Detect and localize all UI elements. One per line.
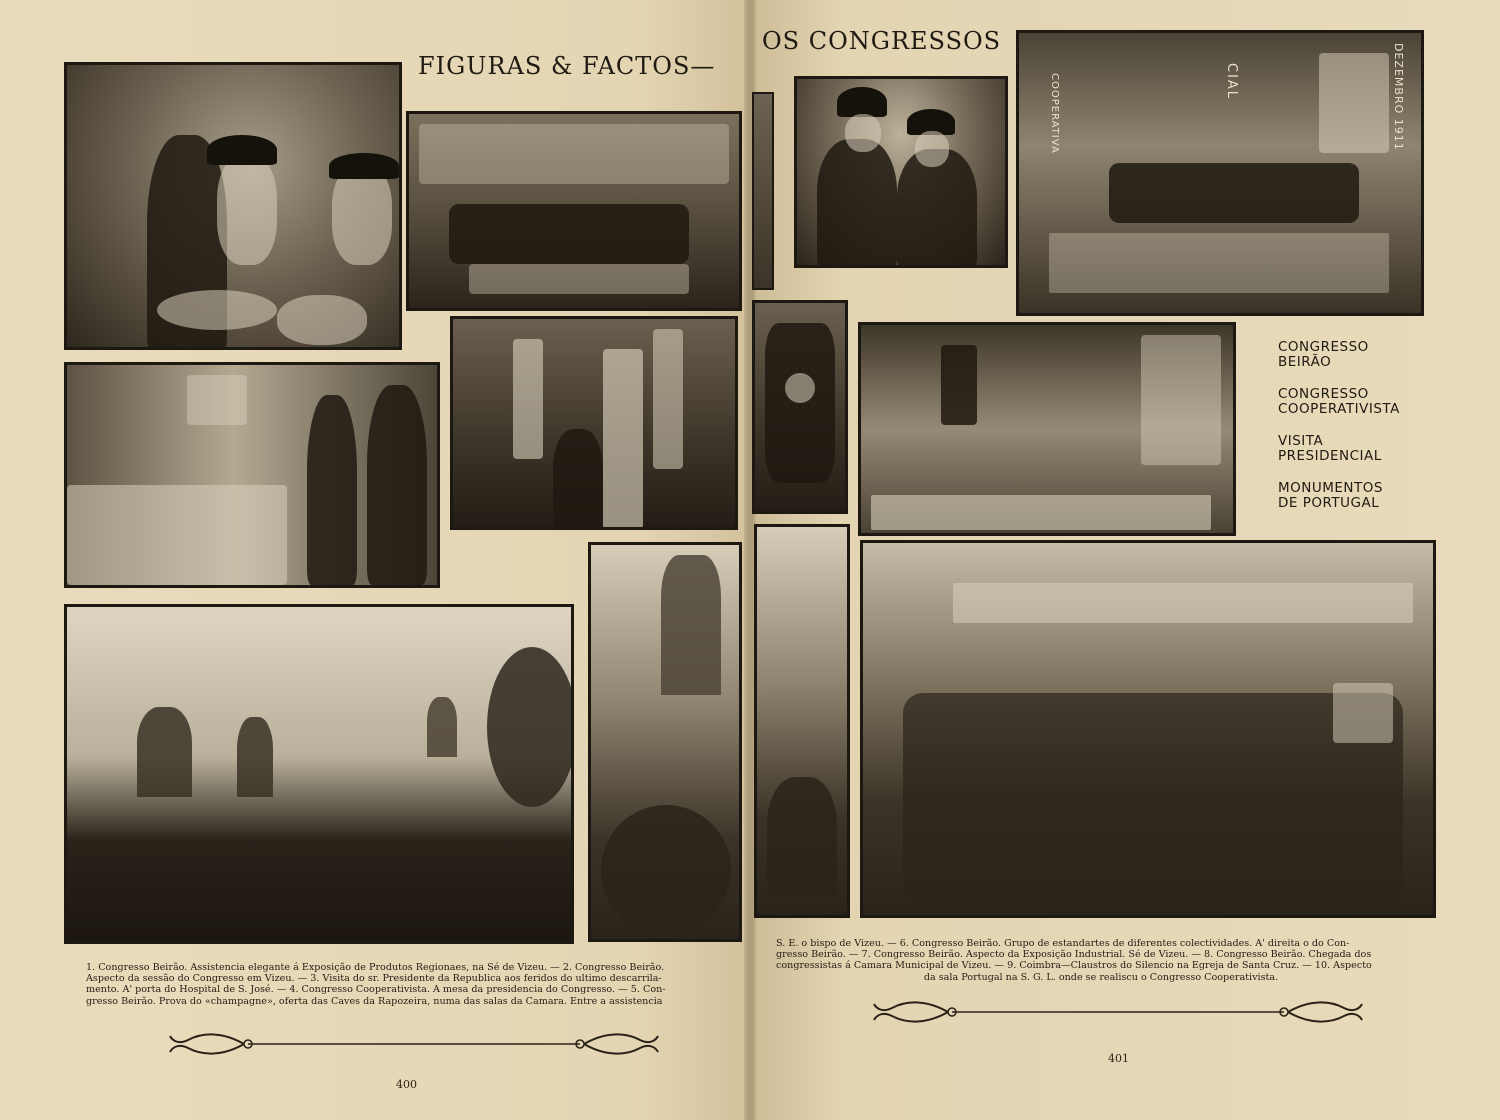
page-number-right: 401 bbox=[1108, 1052, 1129, 1065]
photo-grupo-estandartes bbox=[450, 316, 738, 530]
photo-exposicao-produtos-regionaes bbox=[64, 62, 402, 350]
ornament-right bbox=[872, 996, 1364, 1030]
topic-congresso-beirao: CONGRESSO BEIRÃO bbox=[1278, 339, 1369, 370]
photo-flag-text: COOPERATIVA bbox=[1049, 73, 1060, 154]
photo-chegada-camara-municipal bbox=[64, 604, 574, 944]
topics-list bbox=[1278, 340, 1478, 528]
photo-banner-text: DEZEMBRO 1911 bbox=[1392, 43, 1405, 151]
left-title: FIGURAS & FACTOS— bbox=[418, 52, 716, 80]
caption-left: 1. Congresso Beirão. Assistencia elegante á Exposição de Produtos Regionaes, na Sé de Vizeu. — 2. Congresso Beirão. Aspecto da sessão do Congresso em Vizeu. — 3. Visita do sr. Presidente da Republica aos feridos do ultimo descarrila- mento. A' porta do Hospital de S. José. — 4. Congresso Cooperativista. A mesa da presidencia do Congresso. — 5. Con- gresso Beirão. Prova do «champagne», oferta das Caves da Rapozeira, numa das salas da Camara. Entre a assistencia bbox=[86, 962, 666, 1007]
topic-visita-presidencial: VISITA PRESIDENCIAL bbox=[1278, 433, 1382, 464]
photo-claustros-silencio-left bbox=[588, 542, 742, 942]
photo-prova-champagne bbox=[64, 362, 440, 588]
photo-claustros-silencio-right bbox=[754, 524, 850, 918]
topic-congresso-cooperativista: CONGRESSO COOPERATIVISTA bbox=[1278, 386, 1400, 417]
photo-visita-presidencial bbox=[794, 76, 1008, 268]
right-title: OS CONGRESSOS bbox=[762, 27, 1002, 55]
photo-mesa-presidencia-cooperativista bbox=[1016, 30, 1424, 316]
photo-strip-fragment bbox=[752, 92, 774, 290]
caption-right: S. E. o bispo de Vizeu. — 6. Congresso Beirão. Grupo de estandartes de diferentes colectividades. A' direita o do Con- gresso Beirão. — 7. Congresso Beirão. Aspecto da Exposição Industrial. Sé de Vizeu. — 8. Congresso Beirão. Chegada dos congressistas á Camara Municipal de Vizeu. — 9. Coimbra—Claustros do Silencio na Egreja de Santa Cruz. — 10. Aspecto da sala Portugal na S. G. L. onde se realiscu o Congresso Cooperativista. bbox=[776, 938, 1372, 983]
topic-monumentos-de-portugal: MONUMENTOS DE PORTUGAL bbox=[1278, 480, 1383, 511]
photo-sala-portugal-sgl bbox=[860, 540, 1436, 918]
photo-estandarte-congresso-beirao bbox=[752, 300, 848, 514]
photo-sign-text: CIAL bbox=[1224, 63, 1239, 101]
ornament-left bbox=[168, 1028, 660, 1062]
photo-exposicao-industrial bbox=[858, 322, 1236, 536]
page-number-left: 400 bbox=[396, 1078, 417, 1091]
photo-sessao-congresso-vizeu bbox=[406, 111, 742, 311]
